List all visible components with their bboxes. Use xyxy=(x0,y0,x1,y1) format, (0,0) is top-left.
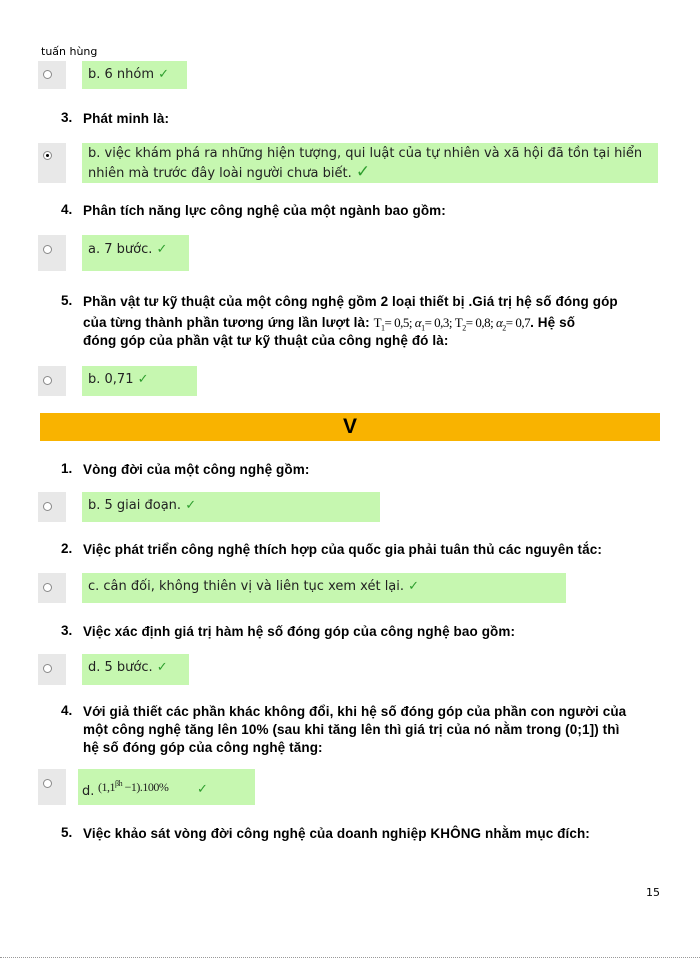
question-number: 2. xyxy=(61,541,73,556)
answer-radio[interactable] xyxy=(43,664,52,673)
question-text: Vòng đời của một công nghệ gồm: xyxy=(83,462,310,477)
answer-text: c. cân đối, không thiên vị và liên tục xem xét lại. xyxy=(88,579,405,594)
check-icon: ✓ xyxy=(185,498,197,513)
answer-text: b. việc khám phá ra những hiện tượng, qui luật của tự nhiên và xã hội đã tồn tại hiển xyxy=(88,146,643,161)
answer-box xyxy=(82,61,187,89)
question-text: Việc phát triển công nghệ thích hợp của quốc gia phải tuân thủ các nguyên tắc: xyxy=(83,542,602,557)
check-icon: ✓ xyxy=(408,579,420,594)
check-icon: ✓ xyxy=(156,660,168,675)
question-text: . Hệ số xyxy=(530,315,576,330)
answer-box xyxy=(82,366,197,396)
check-icon: ✓ xyxy=(156,242,168,257)
answer-radio[interactable] xyxy=(43,245,52,254)
radio-panel xyxy=(38,143,66,183)
radio-panel xyxy=(38,61,66,89)
answer-radio[interactable] xyxy=(43,502,52,511)
question-number: 5. xyxy=(61,825,73,840)
page-number: 15 xyxy=(646,886,660,899)
question-text: đóng góp của phần vật tư kỹ thuật của công nghệ đó là: xyxy=(83,333,449,348)
radio-panel xyxy=(38,769,66,805)
check-icon: ✓ xyxy=(137,372,149,387)
question-number: 5. xyxy=(61,293,73,308)
radio-panel xyxy=(38,366,66,396)
page-divider xyxy=(0,957,700,958)
answer-radio[interactable] xyxy=(43,583,52,592)
question-number: 4. xyxy=(61,202,73,217)
question-text: của từng thành phần tương ứng lần lượt là: xyxy=(83,315,370,330)
answer-radio-selected[interactable] xyxy=(43,151,52,160)
question-number: 1. xyxy=(61,461,73,476)
question-text: Với giả thiết các phần khác không đổi, khi hệ số đóng góp của phần con người của xyxy=(83,704,627,719)
answer-box xyxy=(78,769,255,805)
question-number: 3. xyxy=(61,623,73,638)
author-name: tuấn hùng xyxy=(41,45,98,58)
answer-box xyxy=(82,492,380,522)
question-number: 4. xyxy=(61,703,73,718)
question-text: Việc khảo sát vòng đời công nghệ của doanh nghiệp KHÔNG nhằm mục đích: xyxy=(83,826,590,841)
radio-panel xyxy=(38,573,66,603)
answer-box xyxy=(82,143,658,183)
answer-text: d. xyxy=(82,784,95,799)
answer-box xyxy=(82,654,189,685)
answer-text: b. 6 nhóm xyxy=(88,67,155,82)
answer-formula: $(1,1^{\beta h} -1).100\%$ xyxy=(98,779,169,794)
radio-panel xyxy=(38,235,66,271)
formula: $T_1= 0,5$; $\alpha_1= 0,3$; $T_2= 0,8$; $\alpha_2= 0,7$ xyxy=(373,315,531,333)
answer-box xyxy=(82,573,566,603)
answer-box xyxy=(82,235,189,271)
section-banner: V xyxy=(40,413,660,441)
answer-text: b. 5 giai đoạn. xyxy=(88,498,182,513)
question-text: một công nghệ tăng lên 10% (sau khi tăng lên thì giá trị của nó nằm trong (0;1]) thì xyxy=(83,722,620,737)
check-icon: ✓ xyxy=(158,67,170,82)
check-icon: ✓ xyxy=(197,782,208,797)
question-text: Phần vật tư kỹ thuật của một công nghệ gồm 2 loại thiết bị .Giá trị hệ số đóng góp xyxy=(83,294,618,309)
question-text: hệ số đóng góp của công nghệ tăng: xyxy=(83,740,323,755)
answer-text: d. 5 bước. xyxy=(88,660,153,675)
radio-panel xyxy=(38,492,66,522)
answer-radio[interactable] xyxy=(43,376,52,385)
answer-text: b. 0,71 xyxy=(88,372,134,387)
answer-radio[interactable] xyxy=(43,70,52,79)
question-text: Phân tích năng lực công nghệ của một ngành bao gồm: xyxy=(83,203,446,218)
answer-text: a. 7 bước. xyxy=(88,242,153,257)
check-icon: ✓ xyxy=(355,162,371,182)
question-text: Việc xác định giá trị hàm hệ số đóng góp của công nghệ bao gồm: xyxy=(83,624,516,639)
radio-panel xyxy=(38,654,66,685)
answer-radio[interactable] xyxy=(43,779,52,788)
answer-text: nhiên mà trước đây loài người chưa biết. xyxy=(88,166,352,181)
question-number: 3. xyxy=(61,110,73,125)
question-text: Phát minh là: xyxy=(83,111,170,126)
